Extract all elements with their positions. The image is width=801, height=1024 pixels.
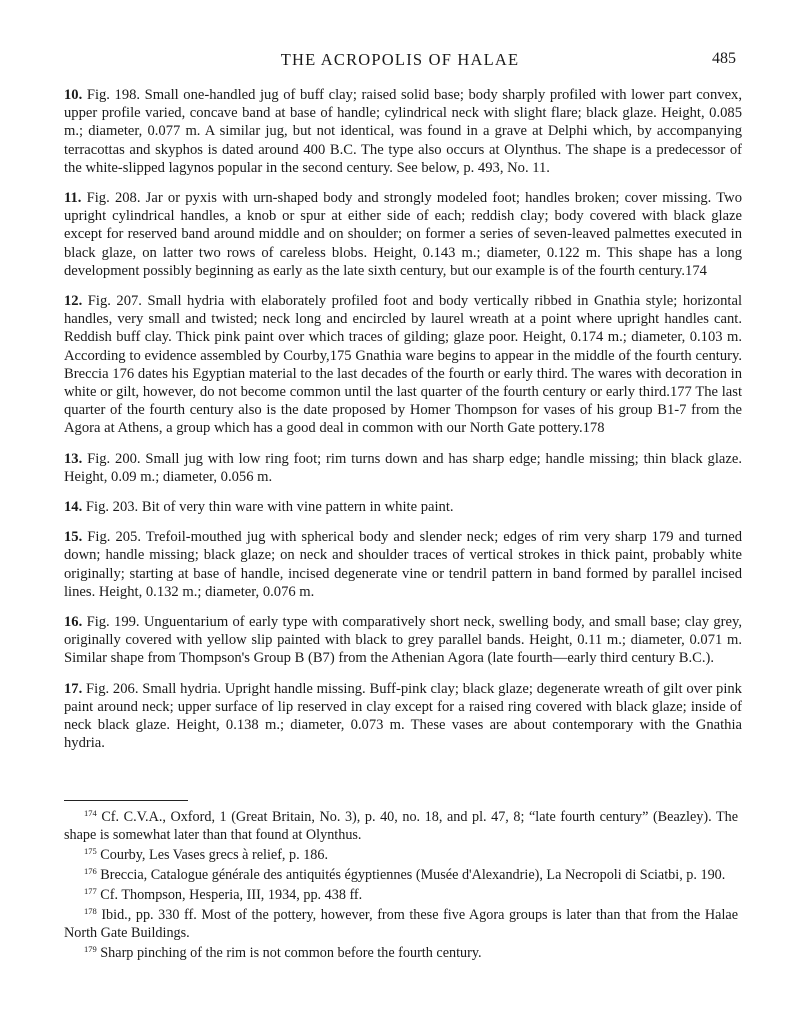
entry-body: Fig. 205. Trefoil-mouthed jug with spherical body and slender neck; edges of rim very sharp 179 and turned down; handle missing; black glaze; on neck and shoulder traces of vertical strokes in thick paint, probably white originally; starting at base of handle, incised degenerate vine or tendril pattern in band formed by parallel incised lines. Height, 0.132 m.; diameter, 0.076 m.: [64, 529, 742, 600]
entry-number: 12.: [64, 293, 83, 310]
entry-body: Fig. 208. Jar or pyxis with urn-shaped body and strongly modeled foot; handles broken; cover missing. Two upright cylindrical handles, a knob or spur at either side of each; reddish clay; body covered with black glaze except for reserved band around middle and on shoulder; on former a series of seven-leaved palmettes executed in black glaze, on latter two rows of careless blobs. Height, 0.143 m.; diameter, 0.122 m. This shape has a long development possibly beginning as early as the late sixth century, but our example is of the fourth century.174: [64, 190, 742, 279]
catalogue-entry-14: [64, 498, 742, 516]
footnote-text: Breccia, Catalogue générale des antiquités égyptiennes (Musée d'Alexandrie), La Necropoli di Sciatbi, p. 190.: [100, 867, 726, 883]
catalogue-entry-10: [64, 86, 742, 177]
footnote-174: [64, 808, 738, 844]
entry-number: 11.: [64, 190, 82, 207]
catalogue-entry-16: [64, 613, 742, 668]
catalogue-entry-17: [64, 680, 742, 753]
entry-number: 16.: [64, 614, 83, 631]
catalogue-entry-12: [64, 292, 742, 438]
entry-number: 17.: [64, 680, 83, 697]
running-title: THE ACROPOLIS OF HALAE: [280, 50, 520, 69]
footnote-179: [64, 944, 738, 962]
entry-body: Fig. 203. Bit of very thin ware with vine pattern in white paint.: [85, 499, 454, 516]
footnote-178: [64, 906, 738, 942]
footnote-text: Cf. Thompson, Hesperia, III, 1934, pp. 438 ff.: [100, 887, 363, 903]
entry-body: Fig. 199. Unguentarium of early type with comparatively short neck, swelling body, and small base; clay grey, originally covered with yellow slip painted with black to grey parallel bands. Height, 0.11 m.; diameter, 0.071 m. Similar shape from Thompson's Group B (B7) from the Athenian Agora (late fourth—early third century B.C.).: [64, 614, 742, 667]
footnote-divider: [64, 800, 188, 801]
catalogue-text: [64, 86, 742, 765]
footnote-text: Cf. C.V.A., Oxford, 1 (Great Britain, No. 3), p. 40, no. 18, and pl. 47, 8; “late fourth century” (Beazley). The shape is somewhat later than that found at Olynthus.: [64, 809, 739, 843]
entry-number: 15.: [64, 529, 83, 546]
footnote-number: 179: [84, 944, 97, 954]
catalogue-entry-13: [64, 450, 742, 486]
entry-body: Fig. 206. Small hydria. Upright handle missing. Buff-pink clay; black glaze; degenerate wreath of gilt over pink paint around neck; upper surface of lip reserved in clay except for a raised ring covered with black glaze; inside of neck black glaze. Height, 0.138 m.; diameter, 0.073 m. These vases are about contemporary with the Gnathia hydria.: [64, 680, 742, 752]
footnote-text: Sharp pinching of the rim is not common before the fourth century.: [100, 945, 482, 961]
page-number: 485: [712, 50, 736, 67]
catalogue-entry-11: [64, 189, 742, 280]
footnote-number: 178: [84, 906, 97, 916]
footnote-number: 175: [84, 846, 97, 856]
footnote-177: [64, 886, 738, 904]
entry-number: 13.: [64, 450, 83, 467]
footnotes: [64, 808, 738, 964]
entry-body: Fig. 198. Small one-handled jug of buff clay; raised solid base; body sharply profiled with lower part convex, upper profile varied, concave band at base of handle; cylindrical neck with slight flare; black glaze. Height, 0.085 m.; diameter, 0.077 m. A similar jug, but not identical, was found in a grave at Delphi which, by accompanying terracottas and skyphos is dated around 400 B.C. The type also occurs at Olynthus. The shape is a predecessor of the white-slipped lagynos popular in the second century. See below, p. 493, No. 11.: [64, 87, 742, 176]
catalogue-entry-15: [64, 528, 742, 601]
footnote-number: 177: [84, 886, 97, 896]
entry-body: Fig. 200. Small jug with low ring foot; rim turns down and has sharp edge; handle missing; thin black glaze. Height, 0.09 m.; diameter, 0.056 m.: [64, 450, 742, 485]
entry-number: 10.: [64, 87, 83, 103]
footnote-176: [64, 866, 738, 884]
running-header: [64, 50, 736, 74]
entry-body: Fig. 207. Small hydria with elaborately profiled foot and body vertically ribbed in Gnathia style; horizontal handles, very small and twisted; neck long and encircled by laurel wreath at a point where upright handles cant. Reddish buff clay. Thick pink paint over which traces of gilding; glaze poor. Height, 0.174 m.; diameter, 0.103 m. According to evidence assembled by Courby,175 Gnathia ware begins to appear in the middle of the fourth century. Breccia 176 dates his Egyptian material to the last decades of the fourth or early third. The wares with decoration in white or gilt, however, do not become common until the last quarter of the fourth century or early third.177 The last quarter of the fourth century also is the date proposed by Homer Thompson for vases of his group B1-7 from the Agora at Athens, a group which has a good deal in common with our North Gate pottery.178: [64, 293, 743, 437]
footnote-number: 176: [84, 866, 97, 876]
entry-number: 14.: [64, 499, 83, 516]
footnote-number: 174: [84, 808, 97, 818]
footnote-text: Ibid., pp. 330 ff. Most of the pottery, however, from these five Agora groups is later than that from the Halae North Gate Buildings.: [64, 907, 738, 941]
footnote-text: Courby, Les Vases grecs à relief, p. 186.: [100, 847, 329, 863]
footnote-175: [64, 846, 738, 864]
